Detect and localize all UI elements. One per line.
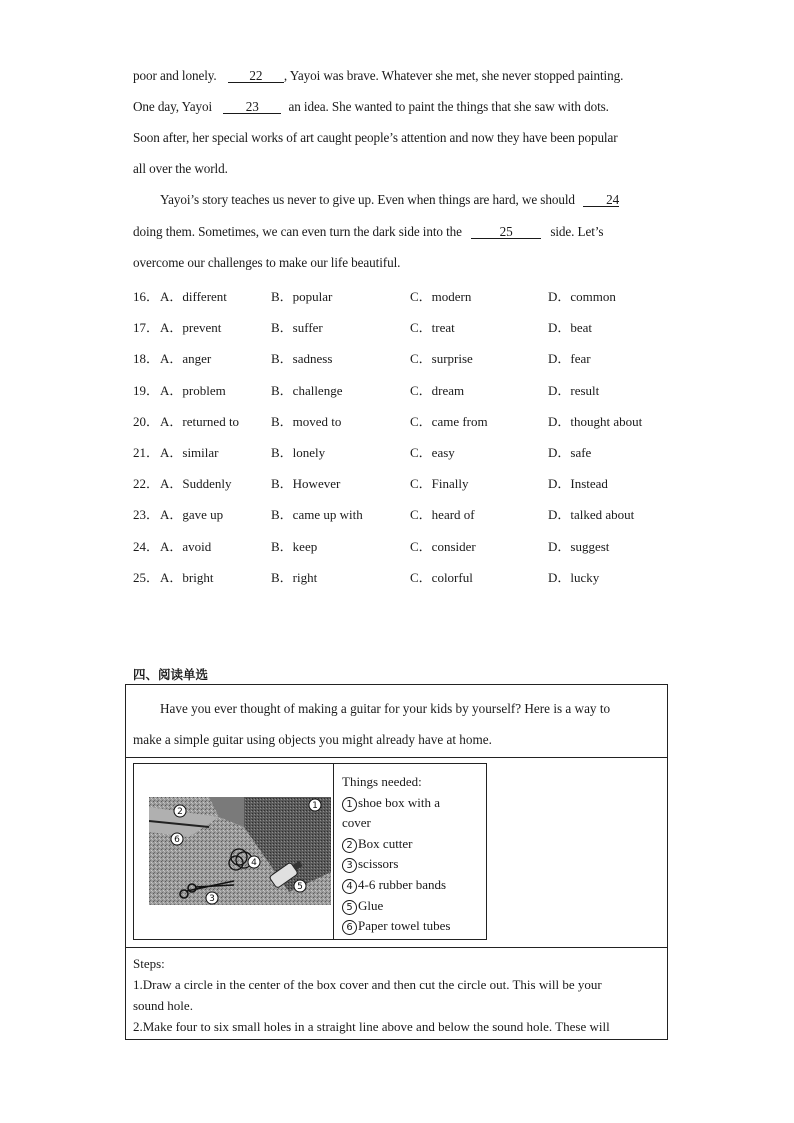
table-divider (126, 947, 667, 948)
option-d[interactable]: D．fear (548, 351, 591, 366)
question-number: 21． (133, 445, 160, 460)
number-circle: 6 (342, 920, 357, 935)
things-item (342, 916, 487, 937)
option-a[interactable]: A．anger (160, 351, 212, 366)
blank-25: 25 (471, 225, 541, 239)
passage-line-4: all over the world. (133, 161, 228, 176)
option-d[interactable]: D．Instead (548, 476, 608, 491)
things-needed-list (342, 772, 487, 937)
passage-line-1 (133, 68, 623, 84)
things-title: Things needed: (342, 774, 422, 789)
passage-line-6 (133, 224, 603, 240)
number-circle: 4 (342, 879, 357, 894)
reading-table (125, 684, 668, 1040)
blank-22: 22 (228, 69, 284, 83)
step-2-line-1: 2.Make four to six small holes in a straight line above and below the sound hole. These will (133, 1019, 610, 1034)
option-b[interactable]: B．However (271, 476, 341, 491)
reading-intro (133, 693, 663, 755)
passage-text: , Yayoi was brave. Whatever she met, she never stopped painting. (283, 68, 624, 83)
option-b[interactable]: B．lonely (271, 445, 326, 460)
svg-text:3: 3 (209, 894, 215, 904)
passage-text: an idea. She wanted to paint the things that she saw with dots. (288, 99, 609, 114)
things-item-text: Box cutter (358, 835, 413, 851)
option-d[interactable]: D．thought about (548, 414, 643, 429)
option-b[interactable]: B．right (271, 570, 318, 585)
things-item (342, 834, 487, 855)
option-c[interactable]: C．colorful (410, 570, 473, 585)
option-b[interactable]: B．sadness (271, 351, 333, 366)
option-a[interactable]: A．gave up (160, 507, 224, 522)
option-d[interactable]: D．beat (548, 320, 593, 335)
option-d[interactable]: D．lucky (548, 570, 600, 585)
number-circle: 5 (342, 900, 357, 915)
option-row (133, 317, 673, 335)
option-c[interactable]: C．modern (410, 289, 472, 304)
option-c[interactable]: C．Finally (410, 476, 469, 491)
option-a[interactable]: A．prevent (160, 320, 222, 335)
option-d[interactable]: D．talked about (548, 507, 635, 522)
option-b[interactable]: B．came up with (271, 507, 363, 522)
blank-24: 24 (583, 193, 619, 207)
question-number: 19． (133, 383, 160, 398)
passage-text: One day, Yayoi (133, 99, 213, 114)
things-item-text: Glue (358, 897, 384, 913)
passage-line-3: Soon after, her special works of art caught people’s attention and now they have been popular (133, 130, 618, 145)
option-c[interactable]: C．dream (410, 383, 465, 398)
option-b[interactable]: B．popular (271, 289, 333, 304)
option-b[interactable]: B．moved to (271, 414, 342, 429)
materials-box (133, 763, 487, 940)
things-item-text: 4-6 rubber bands (358, 876, 447, 892)
option-row (133, 442, 673, 460)
intro-line-2: make a simple guitar using objects you might already have at home. (133, 732, 492, 747)
svg-text:4: 4 (251, 858, 257, 868)
question-number: 17． (133, 320, 160, 335)
steps-section (133, 953, 663, 1037)
steps-title: Steps: (133, 956, 165, 971)
option-c[interactable]: C．treat (410, 320, 455, 335)
table-divider (126, 757, 667, 758)
option-row (133, 380, 673, 398)
number-circle: 1 (342, 797, 357, 812)
option-a[interactable]: A．avoid (160, 539, 212, 554)
option-a[interactable]: A．problem (160, 383, 226, 398)
things-item (342, 896, 487, 917)
question-number: 22． (133, 476, 160, 491)
question-number: 24． (133, 539, 160, 554)
number-circle: 3 (342, 858, 357, 873)
things-item (342, 813, 487, 834)
passage-line-7: overcome our challenges to make our life beautiful. (133, 255, 401, 270)
things-item-text: cover (342, 815, 371, 831)
option-row (133, 286, 673, 304)
option-a[interactable]: A．bright (160, 570, 214, 585)
passage-text: Yayoi’s story teaches us never to give up. Even when things are hard, we should (160, 192, 575, 207)
materials-divider (333, 764, 334, 939)
option-d[interactable]: D．common (548, 289, 616, 304)
option-b[interactable]: B．suffer (271, 320, 323, 335)
option-a[interactable]: A．returned to (160, 414, 240, 429)
option-d[interactable]: D．suggest (548, 539, 610, 554)
passage-text: poor and lonely. (133, 68, 217, 83)
question-number: 16． (133, 289, 160, 304)
option-b[interactable]: B．keep (271, 539, 318, 554)
things-item (342, 875, 487, 896)
things-item-text: Paper towel tubes (358, 918, 451, 934)
things-item-text: scissors (358, 856, 399, 872)
things-item (342, 793, 487, 814)
option-a[interactable]: A．different (160, 289, 227, 304)
blank-23: 23 (223, 100, 281, 114)
section-title: 四、阅读单选 (133, 667, 209, 682)
option-row (133, 504, 673, 522)
passage-line-5 (160, 192, 619, 208)
passage-line-2 (133, 99, 609, 115)
step-1-line-1: 1.Draw a circle in the center of the box cover and then cut the circle out. This will be your (133, 977, 602, 992)
svg-text:6: 6 (174, 835, 180, 845)
option-row (133, 473, 673, 491)
question-number: 25． (133, 570, 160, 585)
question-number: 20． (133, 414, 160, 429)
svg-text:1: 1 (312, 801, 318, 811)
option-row (133, 536, 673, 554)
option-a[interactable]: A．similar (160, 445, 219, 460)
option-row (133, 411, 673, 429)
svg-text:2: 2 (177, 807, 183, 817)
number-circle: 2 (342, 838, 357, 853)
option-c[interactable]: C．easy (410, 445, 455, 460)
option-d[interactable]: D．result (548, 383, 600, 398)
option-c[interactable]: C．heard of (410, 507, 475, 522)
svg-text:5: 5 (297, 882, 303, 892)
things-item (342, 854, 487, 875)
step-1-line-2: sound hole. (133, 998, 193, 1013)
question-number: 18． (133, 351, 160, 366)
option-row (133, 348, 673, 366)
option-a[interactable]: A．Suddenly (160, 476, 232, 491)
question-number: 23． (133, 507, 160, 522)
passage-text: doing them. Sometimes, we can even turn the dark side into the (133, 224, 462, 239)
option-c[interactable]: C．surprise (410, 351, 473, 366)
option-d[interactable]: D．safe (548, 445, 592, 460)
guitar-materials-photo (149, 797, 331, 905)
passage-text: side. Let’s (550, 224, 604, 239)
option-c[interactable]: C．consider (410, 539, 476, 554)
intro-line-1: Have you ever thought of making a guitar for your kids by yourself? Here is a way to (160, 701, 611, 716)
option-b[interactable]: B．challenge (271, 383, 343, 398)
things-item-text: shoe box with a (358, 794, 440, 810)
option-c[interactable]: C．came from (410, 414, 488, 429)
option-row (133, 567, 673, 585)
